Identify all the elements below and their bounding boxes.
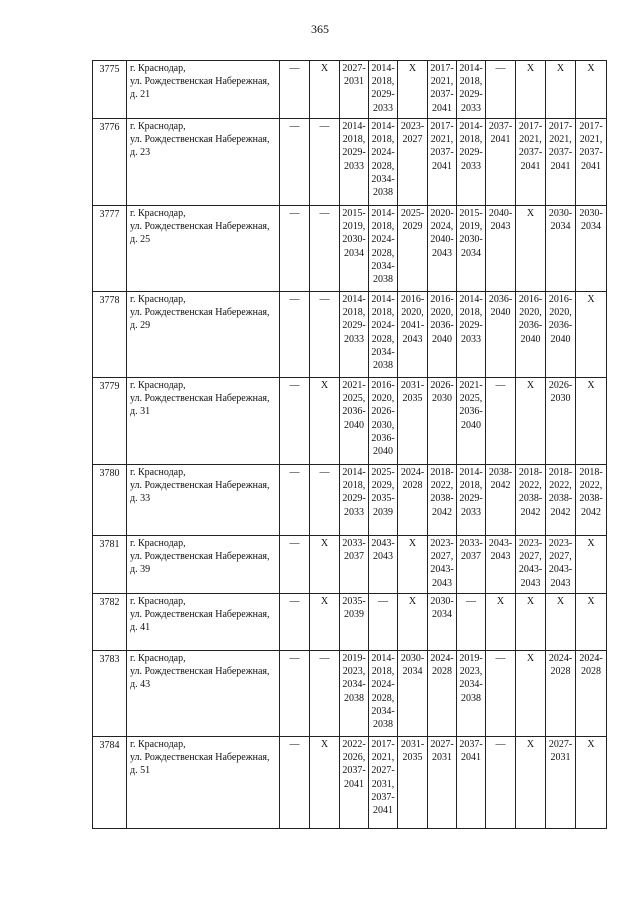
address-cell: г. Краснодар, ул. Рождественская Набережная, д. 43: [127, 651, 280, 737]
value-cell: 2014- 2018, 2024- 2028, 2034- 2038: [369, 119, 398, 206]
value-cell: 2024- 2028: [398, 465, 428, 536]
value-cell: 2014- 2018, 2029- 2033: [457, 465, 486, 536]
value-cell: 2021- 2025, 2036- 2040: [340, 378, 369, 465]
value-cell: X: [516, 378, 546, 465]
value-cell: 2017- 2021, 2037- 2041: [428, 119, 457, 206]
value-cell: 2016- 2020, 2041- 2043: [398, 292, 428, 378]
value-cell: 2015- 2019, 2030- 2034: [340, 206, 369, 292]
value-cell: X: [576, 61, 607, 119]
table-row: [93, 206, 607, 292]
value-cell: 2018- 2022, 2038- 2042: [576, 465, 607, 536]
value-cell: 2027- 2031: [546, 737, 576, 829]
value-cell: 2016- 2020, 2036- 2040: [428, 292, 457, 378]
value-cell: 2023- 2027, 2043- 2043: [516, 536, 546, 594]
value-cell: 2026- 2030: [428, 378, 457, 465]
table-row: [93, 465, 607, 536]
address-cell: г. Краснодар, ул. Рождественская Набережная, д. 51: [127, 737, 280, 829]
value-cell: 2014- 2018, 2029- 2033: [457, 119, 486, 206]
value-cell: 2015- 2019, 2030- 2034: [457, 206, 486, 292]
page-number: 365: [311, 22, 329, 36]
value-cell: X: [516, 206, 546, 292]
value-cell: X: [398, 594, 428, 651]
row-number: 3776: [93, 119, 127, 206]
row-number: 3783: [93, 651, 127, 737]
value-cell: 2043- 2043: [369, 536, 398, 594]
value-cell: —: [280, 292, 310, 378]
value-cell: 2021- 2025, 2036- 2040: [457, 378, 486, 465]
value-cell: —: [486, 737, 516, 829]
value-cell: 2030- 2034: [546, 206, 576, 292]
row-number: 3777: [93, 206, 127, 292]
table-row: [93, 119, 607, 206]
value-cell: 2016- 2020, 2036- 2040: [516, 292, 546, 378]
value-cell: —: [486, 61, 516, 119]
value-cell: 2031- 2035: [398, 378, 428, 465]
value-cell: X: [310, 737, 340, 829]
value-cell: X: [310, 378, 340, 465]
value-cell: 2024- 2028: [576, 651, 607, 737]
row-number: 3778: [93, 292, 127, 378]
table-row: [93, 292, 607, 378]
value-cell: —: [280, 465, 310, 536]
value-cell: X: [546, 61, 576, 119]
value-cell: —: [310, 119, 340, 206]
value-cell: —: [369, 594, 398, 651]
value-cell: 2031- 2035: [398, 737, 428, 829]
value-cell: 2036- 2040: [486, 292, 516, 378]
value-cell: 2043- 2043: [486, 536, 516, 594]
value-cell: —: [310, 465, 340, 536]
value-cell: —: [486, 378, 516, 465]
value-cell: —: [280, 651, 310, 737]
value-cell: 2035- 2039: [340, 594, 369, 651]
value-cell: 2018- 2022, 2038- 2042: [546, 465, 576, 536]
value-cell: 2014- 2018, 2029- 2033: [369, 61, 398, 119]
value-cell: X: [576, 594, 607, 651]
value-cell: 2030- 2034: [428, 594, 457, 651]
value-cell: 2023- 2027, 2043- 2043: [546, 536, 576, 594]
value-cell: 2019- 2023, 2034- 2038: [340, 651, 369, 737]
value-cell: 2027- 2031: [340, 61, 369, 119]
table-row: [93, 651, 607, 737]
value-cell: —: [280, 61, 310, 119]
value-cell: X: [576, 536, 607, 594]
value-cell: X: [546, 594, 576, 651]
value-cell: 2023- 2027, 2043- 2043: [428, 536, 457, 594]
value-cell: 2025- 2029: [398, 206, 428, 292]
value-cell: X: [516, 651, 546, 737]
address-cell: г. Краснодар, ул. Рождественская Набережная, д. 29: [127, 292, 280, 378]
value-cell: —: [280, 378, 310, 465]
address-cell: г. Краснодар, ул. Рождественская Набережная, д. 21: [127, 61, 280, 119]
value-cell: —: [280, 737, 310, 829]
value-cell: 2014- 2018, 2024- 2028, 2034- 2038: [369, 292, 398, 378]
value-cell: —: [310, 206, 340, 292]
address-cell: г. Краснодар, ул. Рождественская Набережная, д. 33: [127, 465, 280, 536]
value-cell: X: [576, 292, 607, 378]
value-cell: 2040- 2043: [486, 206, 516, 292]
value-cell: 2017- 2021, 2037- 2041: [428, 61, 457, 119]
row-number: 3781: [93, 536, 127, 594]
value-cell: 2030- 2034: [398, 651, 428, 737]
value-cell: —: [486, 651, 516, 737]
table-body: [93, 61, 607, 829]
value-cell: 2017- 2021, 2027- 2031, 2037- 2041: [369, 737, 398, 829]
value-cell: X: [516, 737, 546, 829]
value-cell: 2016- 2020, 2036- 2040: [546, 292, 576, 378]
value-cell: 2014- 2018, 2024- 2028, 2034- 2038: [369, 206, 398, 292]
value-cell: 2023- 2027: [398, 119, 428, 206]
value-cell: X: [576, 378, 607, 465]
schedule-table: [92, 60, 607, 829]
row-number: 3782: [93, 594, 127, 651]
table-row: [93, 737, 607, 829]
value-cell: —: [310, 292, 340, 378]
address-cell: г. Краснодар, ул. Рождественская Набережная, д. 39: [127, 536, 280, 594]
value-cell: 2026- 2030: [546, 378, 576, 465]
value-cell: X: [486, 594, 516, 651]
value-cell: —: [280, 594, 310, 651]
value-cell: 2025- 2029, 2035- 2039: [369, 465, 398, 536]
row-number: 3784: [93, 737, 127, 829]
address-cell: г. Краснодар, ул. Рождественская Набережная, д. 41: [127, 594, 280, 651]
value-cell: —: [457, 594, 486, 651]
value-cell: 2027- 2031: [428, 737, 457, 829]
value-cell: X: [576, 737, 607, 829]
value-cell: 2014- 2018, 2029- 2033: [340, 292, 369, 378]
row-number: 3780: [93, 465, 127, 536]
value-cell: 2033- 2037: [340, 536, 369, 594]
value-cell: —: [280, 119, 310, 206]
value-cell: 2014- 2018, 2029- 2033: [457, 61, 486, 119]
value-cell: 2037- 2041: [457, 737, 486, 829]
value-cell: 2018- 2022, 2038- 2042: [428, 465, 457, 536]
value-cell: 2019- 2023, 2034- 2038: [457, 651, 486, 737]
value-cell: X: [398, 61, 428, 119]
value-cell: 2014- 2018, 2024- 2028, 2034- 2038: [369, 651, 398, 737]
value-cell: X: [310, 594, 340, 651]
value-cell: 2030- 2034: [576, 206, 607, 292]
value-cell: 2017- 2021, 2037- 2041: [546, 119, 576, 206]
value-cell: X: [516, 594, 546, 651]
row-number: 3779: [93, 378, 127, 465]
table-row: [93, 378, 607, 465]
address-cell: г. Краснодар, ул. Рождественская Набережная, д. 25: [127, 206, 280, 292]
value-cell: X: [310, 61, 340, 119]
value-cell: —: [310, 651, 340, 737]
value-cell: 2038- 2042: [486, 465, 516, 536]
row-number: 3775: [93, 61, 127, 119]
address-cell: г. Краснодар, ул. Рождественская Набережная, д. 23: [127, 119, 280, 206]
table-row: [93, 536, 607, 594]
value-cell: X: [398, 536, 428, 594]
value-cell: 2033- 2037: [457, 536, 486, 594]
value-cell: 2037- 2041: [486, 119, 516, 206]
value-cell: 2017- 2021, 2037- 2041: [516, 119, 546, 206]
address-cell: г. Краснодар, ул. Рождественская Набережная, д. 31: [127, 378, 280, 465]
value-cell: 2017- 2021, 2037- 2041: [576, 119, 607, 206]
value-cell: 2024- 2028: [546, 651, 576, 737]
value-cell: 2014- 2018, 2029- 2033: [457, 292, 486, 378]
value-cell: X: [310, 536, 340, 594]
value-cell: 2024- 2028: [428, 651, 457, 737]
value-cell: X: [516, 61, 546, 119]
value-cell: 2014- 2018, 2029- 2033: [340, 119, 369, 206]
value-cell: 2022- 2026, 2037- 2041: [340, 737, 369, 829]
table-row: [93, 594, 607, 651]
value-cell: —: [280, 206, 310, 292]
value-cell: 2016- 2020, 2026- 2030, 2036- 2040: [369, 378, 398, 465]
value-cell: 2020- 2024, 2040- 2043: [428, 206, 457, 292]
value-cell: —: [280, 536, 310, 594]
value-cell: 2014- 2018, 2029- 2033: [340, 465, 369, 536]
table-row: [93, 61, 607, 119]
value-cell: 2018- 2022, 2038- 2042: [516, 465, 546, 536]
